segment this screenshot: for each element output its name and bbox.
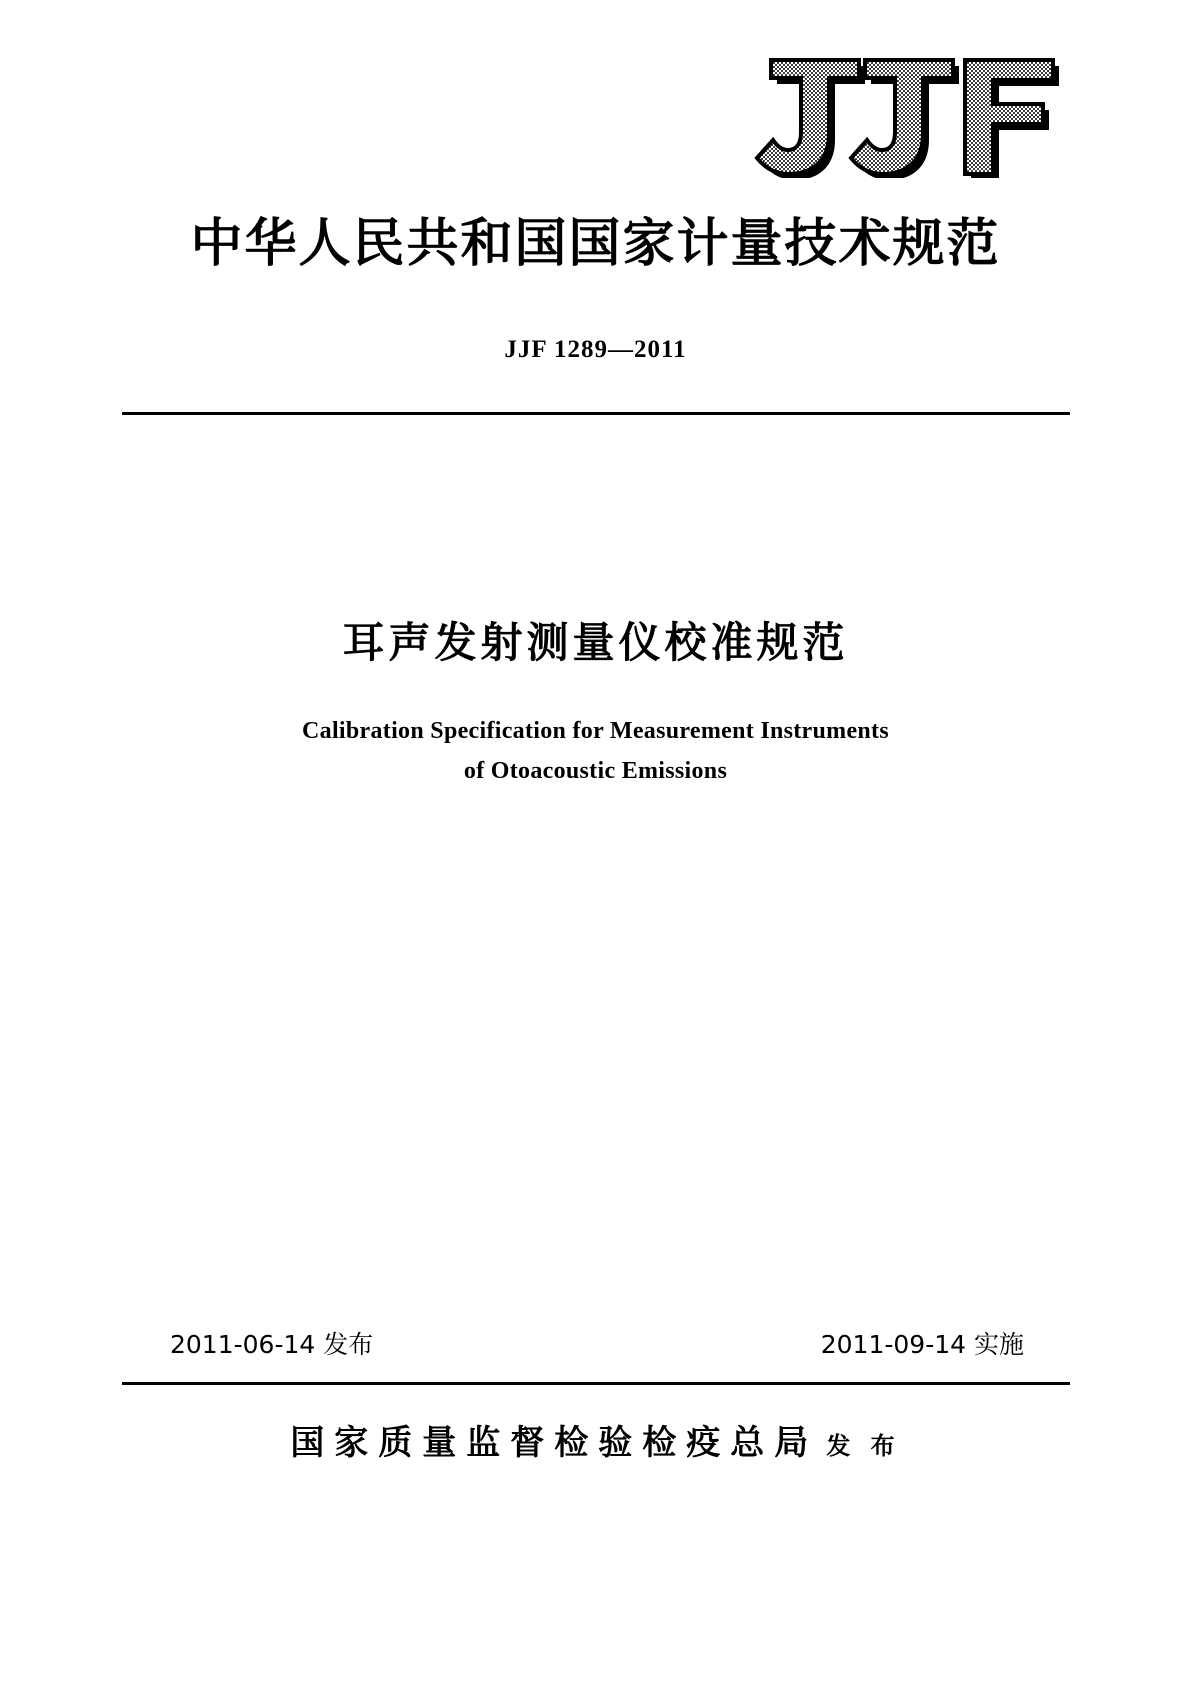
issue-date: 2011-06-14 发布	[170, 1330, 374, 1359]
issuing-verb: 发 布	[826, 1432, 901, 1460]
national-standard-title: 中华人民共和国国家计量技术规范	[190, 214, 1001, 274]
implementation-date: 2011-09-14 实施	[820, 1330, 1024, 1359]
issuing-organization-name: 国家质量监督检验检疫总局	[290, 1423, 819, 1463]
document-title-english-line2: of Otoacoustic Emissions	[463, 757, 728, 784]
dates-row	[122, 1325, 1070, 1361]
document-title-english	[0, 712, 1191, 791]
jjf-logo	[749, 48, 1079, 178]
bottom-divider	[122, 1382, 1070, 1385]
document-title-english-line1: Calibration Specification for Measurement Instruments	[302, 718, 889, 744]
standard-code: JJF 1289—2011	[504, 336, 687, 363]
top-divider	[122, 412, 1070, 415]
issuing-organization	[0, 1415, 1191, 1464]
document-title-chinese: 耳声发射测量仪校准规范	[342, 618, 849, 667]
